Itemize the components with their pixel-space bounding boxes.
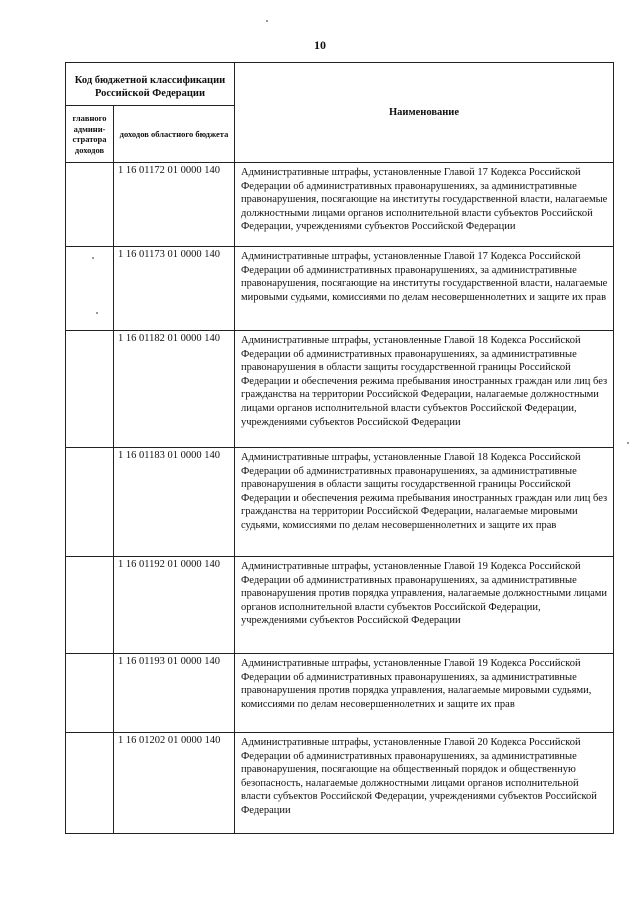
name-cell: Административные штрафы, установленные Главой 19 Кодекса Российской Федерации об административных правонарушениях, за административные правонарушения против порядка управления, налагаемые должностными лицами органов исполнительной власти субъектов Российской Федерации, учреждениями субъектов Российской Федерации [235,557,614,654]
income-code-cell: 1 16 01173 01 0000 140 [114,247,235,331]
header-admin: главного админи-стратора доходов [66,106,114,163]
name-cell: Административные штрафы, установленные Главой 19 Кодекса Российской Федерации об административных правонарушениях, за административные правонарушения против порядка управления, налагаемые мировыми судьями, комиссиями по делам несовершеннолетних и защите их прав [235,654,614,733]
income-code-cell: 1 16 01172 01 0000 140 [114,163,235,247]
page-number: 10 [314,38,326,52]
table-row [66,557,614,654]
scan-speck [627,442,629,444]
header-income: доходов областного бюджета [114,106,235,163]
income-code-cell: 1 16 01183 01 0000 140 [114,448,235,557]
table-row [66,733,614,834]
name-cell: Административные штрафы, установленные Главой 18 Кодекса Российской Федерации об административных правонарушениях, за административные правонарушения в области защиты государственной границы Российской Федерации и обеспечения режима пребывания иностранных граждан или лиц без гражданства на территории Российской Федерации, налагаемые мировыми судьями, комиссиями по делам несовершеннолетних и защите их прав [235,448,614,557]
name-cell: Административные штрафы, установленные Главой 18 Кодекса Российской Федерации об административных правонарушениях, за административные правонарушения в области защиты государственной границы Российской Федерации и обеспечения режима пребывания иностранных граждан или лиц без гражданства на территории Российской Федерации, налагаемые должностными лицами органов исполнительной власти субъектов Российской Федерации, учреждениями субъектов Российской Федерации [235,331,614,448]
admin-code-cell [66,163,114,247]
income-code-cell: 1 16 01182 01 0000 140 [114,331,235,448]
table-row [66,331,614,448]
table-row [66,163,614,247]
table-row [66,654,614,733]
admin-code-cell [66,733,114,834]
table-row [66,247,614,331]
header-name: Наименование [235,63,614,163]
table-row [66,448,614,557]
header-code-group: Код бюджетной классификации Российской Федерации [66,63,235,106]
income-code-cell: 1 16 01193 01 0000 140 [114,654,235,733]
name-cell: Административные штрафы, установленные Главой 17 Кодекса Российской Федерации об административных правонарушениях, за административные правонарушения, посягающие на институты государственной власти, налагаемые мировыми судьями, комиссиями по делам несовершеннолетних и защите их прав [235,247,614,331]
admin-code-cell [66,448,114,557]
name-cell: Административные штрафы, установленные Главой 20 Кодекса Российской Федерации об административных правонарушениях, за административные правонарушения, посягающие на общественный порядок и общественную безопасность, налагаемые должностными лицами органов исполнительной власти субъектов Российской Федерации, учреждениями субъектов Российской Федерации [235,733,614,834]
table-header-row [66,63,614,106]
name-cell: Административные штрафы, установленные Главой 17 Кодекса Российской Федерации об административных правонарушениях, за административные правонарушения, посягающие на институты государственной власти, налагаемые должностными лицами органов исполнительной власти субъектов Российской Федерации, учреждениями субъектов Российской Федерации [235,163,614,247]
income-code-cell: 1 16 01192 01 0000 140 [114,557,235,654]
admin-code-cell [66,247,114,331]
income-code-cell: 1 16 01202 01 0000 140 [114,733,235,834]
admin-code-cell [66,557,114,654]
admin-code-cell [66,654,114,733]
admin-code-cell [66,331,114,448]
scan-speck [266,20,268,22]
budget-classification-table [65,62,614,834]
